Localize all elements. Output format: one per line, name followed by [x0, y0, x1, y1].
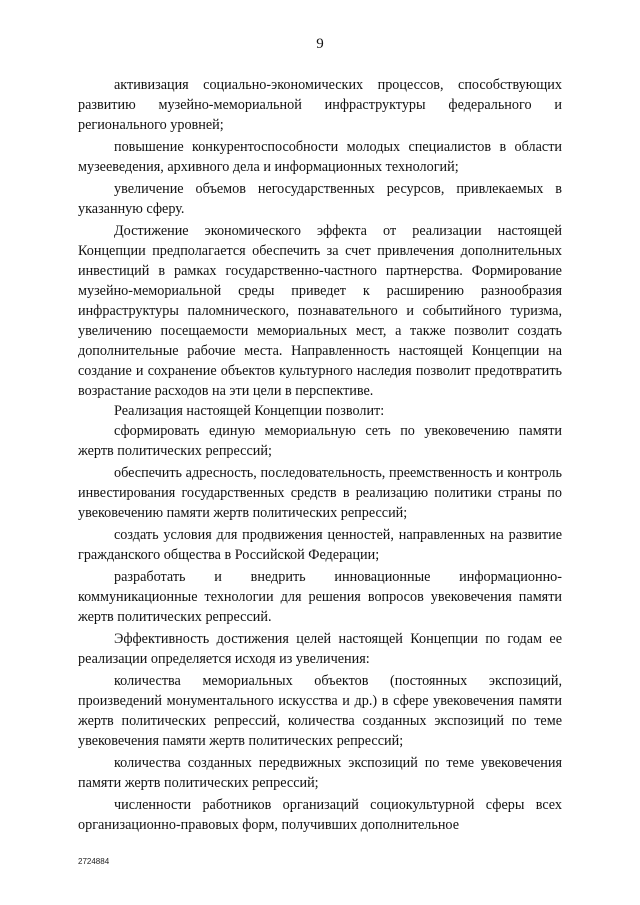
paragraph: увеличение объемов негосударственных ресурсов, привлекаемых в указанную сферу. [78, 181, 562, 217]
paragraph: Реализация настоящей Концепции позволит: [114, 403, 385, 419]
paragraph: количества созданных передвижных экспозиций по теме увековечения памяти жертв политических репрессий; [78, 755, 562, 791]
paragraph: разработать и внедрить инновационные информационно-коммуникационные технологии для решения вопросов увековечения памяти жертв политических репрессий. [78, 569, 562, 625]
paragraph: численности работников организаций социокультурной сферы всех организационно-правовых форм, получивших дополнительное [78, 797, 562, 833]
paragraph: активизация социально-экономических процессов, способствующих развитию музейно-мемориальной инфраструктуры федерального и регионального уровней; [78, 77, 562, 133]
paragraph: сформировать единую мемориальную сеть по увековечению памяти жертв политических репрессий; [78, 423, 562, 459]
document-code: 2724884 [78, 857, 110, 866]
page-number: 9 [316, 36, 324, 52]
body-text [78, 75, 562, 835]
paragraph: Достижение экономического эффекта от реализации настоящей Концепции предполагается обеспечить за счет привлечения дополнительных инвестиций в рамках государственно-частного партнерства. Формирование музейно-мемориальной среды приведет к расширению разнообразия инфраструктуры паломнического, познавательного и событийного туризма, увеличению посещаемости мемориальных мест, а также позволит создать дополнительные рабочие места. Направленность настоящей Концепции на создание и сохранение объектов культурного наследия позволит предотвратить возрастание расходов на эти цели в перспективе. [78, 223, 562, 399]
paragraph: обеспечить адресность, последовательность, преемственность и контроль инвестирования государственных средств в реализацию политики страны по увековечению памяти жертв политических репрессий; [78, 465, 562, 521]
paragraph: Эффективность достижения целей настоящей Концепции по годам ее реализации определяется исходя из увеличения: [78, 631, 562, 667]
paragraph: создать условия для продвижения ценностей, направленных на развитие гражданского общества в Российской Федерации; [78, 527, 562, 563]
paragraph: повышение конкурентоспособности молодых специалистов в области музееведения, архивного дела и информационных технологий; [78, 139, 562, 175]
paragraph: количества мемориальных объектов (постоянных экспозиций, произведений монументального искусства и др.) в сфере увековечения памяти жертв политических репрессий, количества созданных экспозиций по теме увековечения памяти жертв политических репрессий; [78, 673, 562, 749]
